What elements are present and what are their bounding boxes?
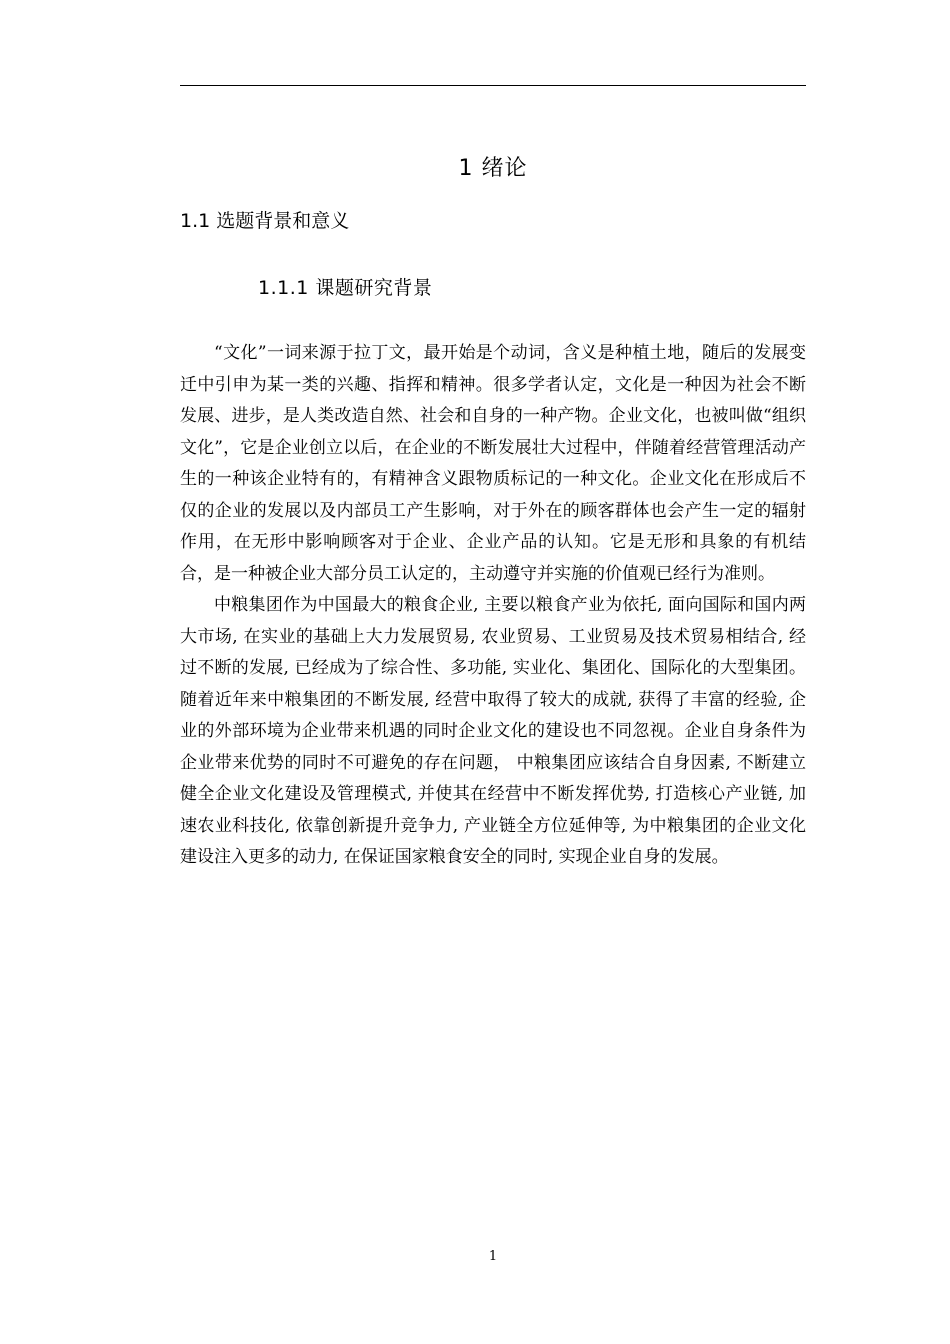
paragraph: 中粮集团作为中国最大的粮食企业, 主要以粮食产业为依托, 面向国际和国内两大市场, 在实业的基础上大力发展贸易, 农业贸易、工业贸易及技术贸易相结合, 经过不断的发展, 已经成为了综合性、多功能, 实业化、集团化、国际化的大型集团。随着近年来中粮集团的不断发展, 经营中取得了较大的成就, 获得了丰富的经验, 企业的外部环境为企业带来机遇的同时企业文化的建设也不同忽视。企业自身条件为企业带来优势的同时不可避免的存在问题， 中粮集团应该结合自身因素, 不断建立健全企业文化建设及管理模式, 并使其在经营中不断发挥优势, 打造核心产业链, 加速农业科技化, 依靠创新提升竞争力, 产业链全方位延伸等, 为中粮集团的企业文化建设注入更多的动力, 在保证国家粮食安全的同时, 实现企业自身的发展。 [180, 595, 806, 867]
chapter-title: 1 绪论 [458, 156, 528, 181]
subsection-title: 1.1.1 课题研究背景 [258, 277, 433, 299]
body-text [180, 338, 806, 874]
section-title: 1.1 选题背景和意义 [180, 210, 350, 232]
header-rule [180, 85, 806, 86]
page-number: 1 [488, 1249, 498, 1264]
paragraph: “文化”一词来源于拉丁文，最开始是个动词，含义是种植土地，随后的发展变迁中引申为某一类的兴趣、指挥和精神。很多学者认定，文化是一种因为社会不断发展、进步，是人类改造自然、社会和自身的一种产物。企业文化，也被叫做“组织文化”，它是企业创立以后，在企业的不断发展壮大过程中，伴随着经营管理活动产生的一种该企业特有的，有精神含义跟物质标记的一种文化。企业文化在形成后不仅的企业的发展以及内部员工产生影响，对于外在的顾客群体也会产生一定的辐射作用，在无形中影响顾客对于企业、企业产品的认知。它是无形和具象的有机结合，是一种被企业大部分员工认定的，主动遵守并实施的价值观已经行为准则。 [180, 343, 806, 584]
